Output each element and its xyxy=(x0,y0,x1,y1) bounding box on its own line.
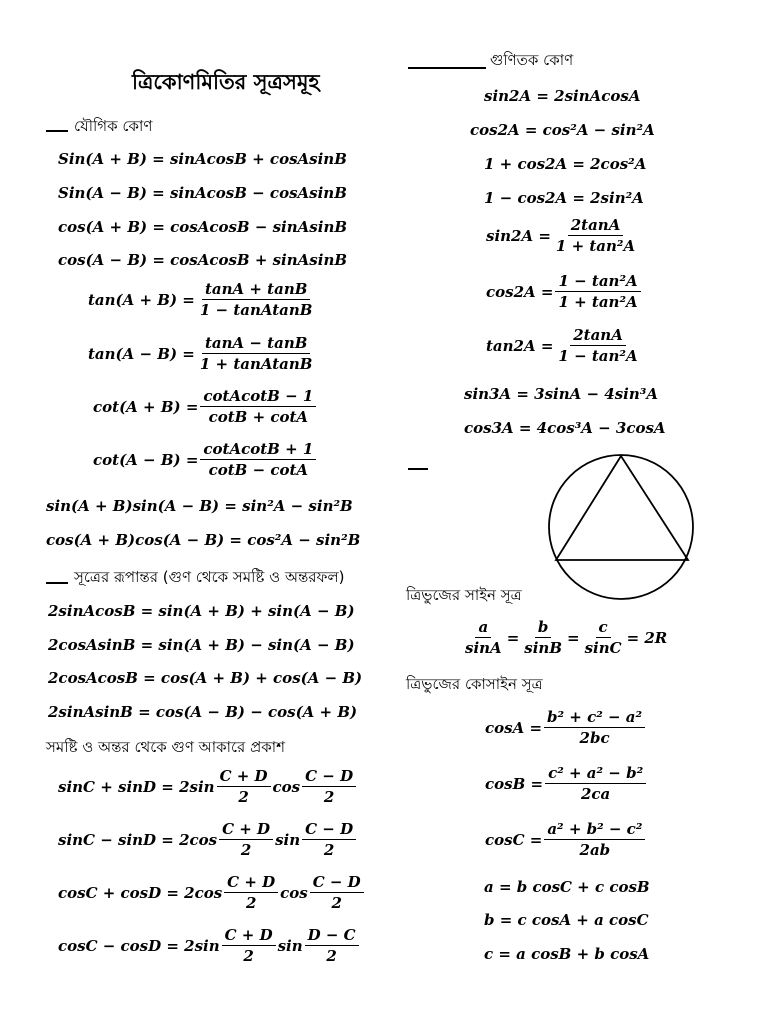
heading-sum-to-product: সমষ্টি ও অন্তর থেকে গুণ আকারে প্রকাশ xyxy=(46,738,285,756)
formula-sin-diff: Sin(A − B) = sinAcosB − cosAsinB xyxy=(58,184,347,202)
formula-sin-product: sin(A + B)sin(A − B) = sin²A − sin²B xyxy=(46,497,353,515)
inscribed-triangle-diagram xyxy=(546,452,696,602)
heading-cosine-rule: ত্রিভুজের কোসাইন সূত্র xyxy=(406,675,543,693)
formula-projection-c: c = a cosB + b cosA xyxy=(484,945,650,963)
formula-cos-sum: cos(A + B) = cosAcosB − sinAsinB xyxy=(58,218,348,236)
formula-cosC-minus-cosD: cosC − cosD = 2sin C + D 2 sin D − C 2 xyxy=(58,926,361,965)
formula-projection-b: b = c cosA + a cosC xyxy=(484,911,649,929)
formula-cos-product: cos(A + B)cos(A − B) = cos²A − sin²B xyxy=(46,531,361,549)
formula-sinC-minus-sinD: sinC − sinD = 2cos C + D 2 sin C − D 2 xyxy=(58,820,358,859)
formula-2cosAsinB: 2cosAsinB = sin(A + B) − sin(A − B) xyxy=(48,636,355,654)
page-title: ত্রিকোণমিতির সূত্রসমূহ xyxy=(132,70,320,94)
blank-line xyxy=(408,67,486,69)
circumcircle xyxy=(549,455,693,599)
formula-tan-sum: tan(A + B) = $\frac{\tan A + \tan B}{\text{1 − tanAtanB}}$ xyxy=(88,280,313,319)
formula-cos3A: cos3A = 4cos³A − 3cosA xyxy=(464,419,666,437)
formula-cosC-plus-cosD: cosC + cosD = 2cos C + D 2 cos C − D 2 xyxy=(58,873,366,912)
formula-tan-diff: tan(A − B) = $\frac{\tan A - \tan B}{\text{1 + tanAtanB}}$ xyxy=(88,334,313,373)
formula-sin-sum: Sin(A + B) = sinAcosB + cosAsinB xyxy=(58,150,347,168)
formula-cot-sum: cot(A + B) = $\frac{\text{cotAcotB − 1}}{\cot B + \cot A}$ xyxy=(93,387,318,426)
formula-sine-rule: $\frac{a}{\sin A}$ = $\frac{b}{\sin B}$ = $\frac{c}{\sin C}$ = 2R xyxy=(465,618,668,657)
heading-formula-transform: সূত্রের রূপান্তর (গুণ থেকে সমষ্টি ও অন্তরফল) xyxy=(74,568,345,586)
formula-sin3A: sin3A = 3sinA − 4sin³A xyxy=(464,385,658,403)
formula-1-minus-cos2A: 1 − cos2A = 2sin²A xyxy=(484,189,644,207)
blank-line xyxy=(46,130,68,132)
formula-2sinAsinB: 2sinAsinB = cos(A − B) − cos(A + B) xyxy=(48,703,358,721)
formula-1-plus-cos2A: 1 + cos2A = 2cos²A xyxy=(484,155,647,173)
formula-tan2A: tan2A = $\frac{2\tan A}{\text{1 − tan²A}}$ xyxy=(486,326,638,365)
formula-projection-a: a = b cosC + c cosB xyxy=(484,878,650,896)
formula-2sinAcosB: 2sinAcosB = sin(A + B) + sin(A − B) xyxy=(48,602,355,620)
formula-sinC-plus-sinD: sinC + sinD = 2sin C + D 2 cos C − D 2 xyxy=(58,767,358,806)
formula-cot-diff: cot(A − B) = $\frac{\text{cotAcotB + 1}}{\cot B - \cot A}$ xyxy=(93,440,318,479)
heading-sine-rule: ত্রিভুজের সাইন সূত্র xyxy=(406,586,522,604)
formula-cos-diff: cos(A − B) = cosAcosB + sinAsinB xyxy=(58,251,348,269)
formula-cos2A-tan: cos2A = $\frac{\text{1 − tan²A}}{\text{1 + tan²A}}$ xyxy=(486,272,643,311)
formula-cosC: cosC = $\frac{\text{a² + b² − c²}}{2ab}$ xyxy=(485,820,647,859)
formula-sin2A: sin2A = 2sinAcosA xyxy=(484,87,641,105)
formula-cosA: cosA = $\frac{\text{b² + c² − a²}}{2bc}$ xyxy=(485,708,647,747)
blank-line xyxy=(46,582,68,584)
heading-compound-angle: যৌগিক কোণ xyxy=(74,117,153,135)
formula-sin2A-tan: sin2A = $\frac{2\tan A}{\text{1 + tan²A}}$ xyxy=(486,216,636,255)
blank-line xyxy=(408,468,428,470)
formula-2cosAcosB: 2cosAcosB = cos(A + B) + cos(A − B) xyxy=(48,669,363,687)
heading-multiple-angle: গুণিতক কোণ xyxy=(490,51,574,69)
formula-cos2A: cos2A = cos²A − sin²A xyxy=(470,121,655,139)
formula-cosB: cosB = $\frac{\text{c² + a² − b²}}{2ca}$ xyxy=(485,764,648,803)
